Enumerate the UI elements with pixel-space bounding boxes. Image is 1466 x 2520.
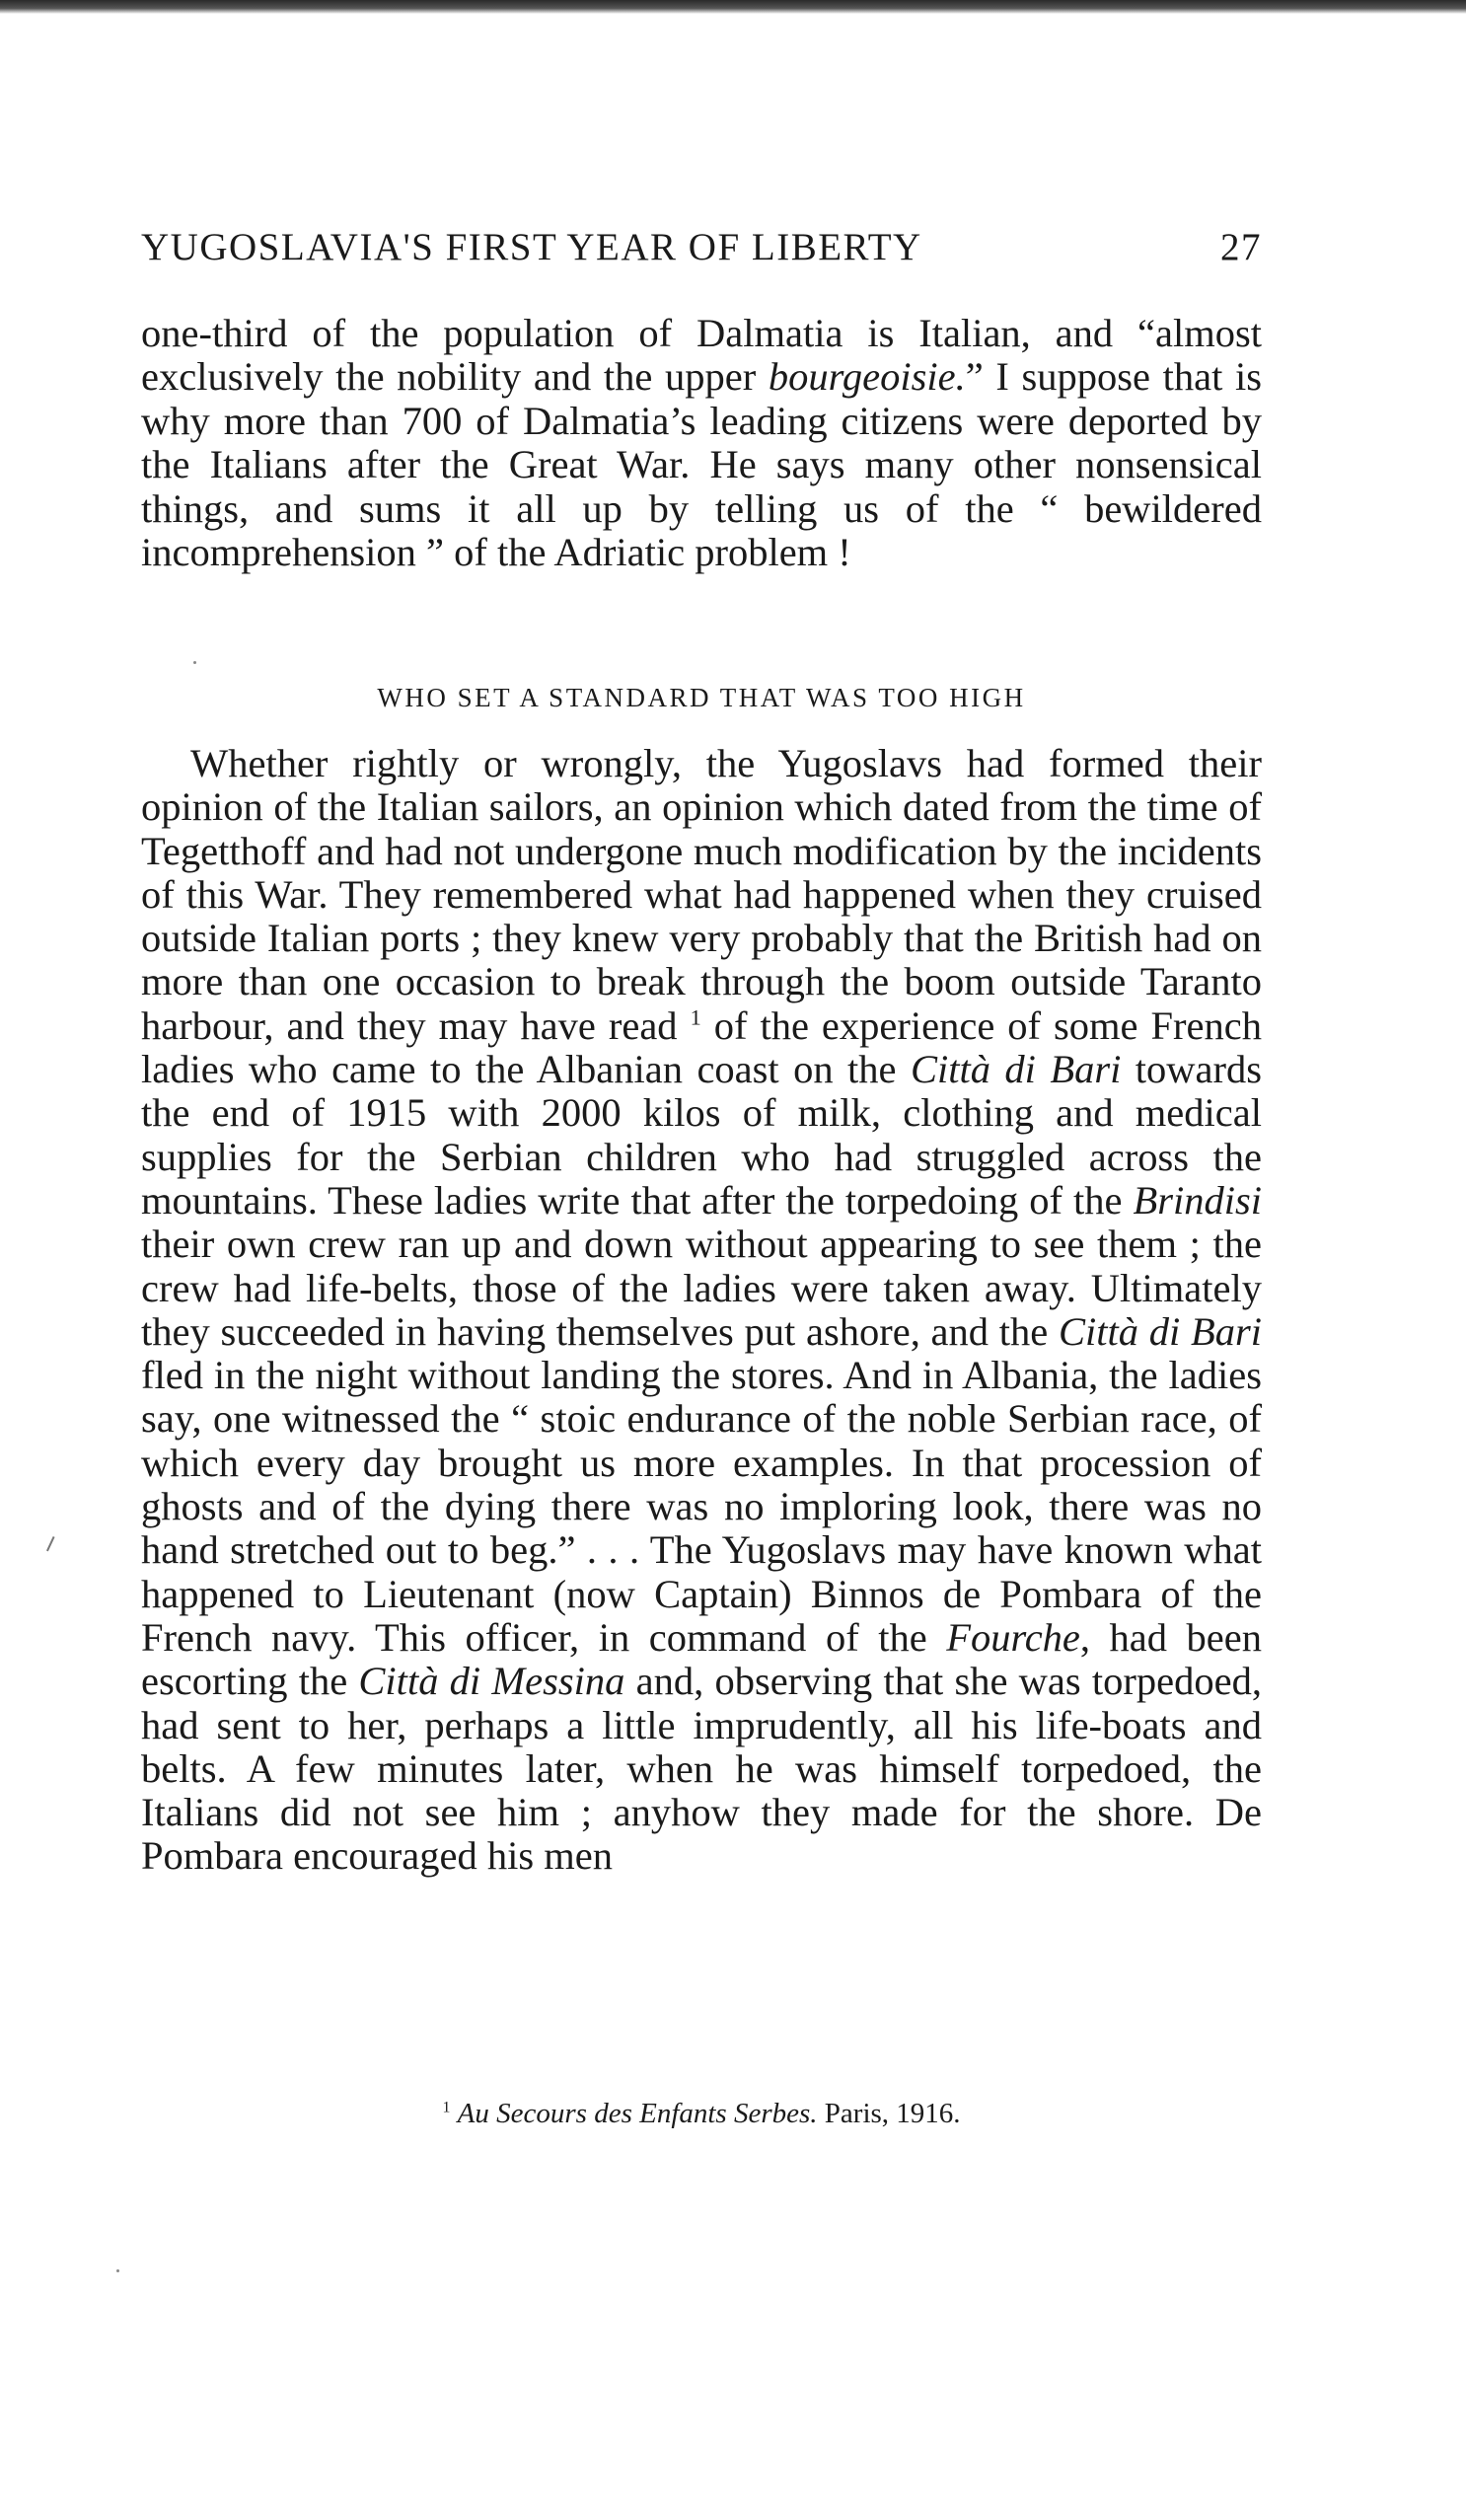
text-run: towards the end of 1915 with 2000 kilos of milk, clothing and medical supplies for the Serbian children who had struggled across the mountains. These ladies write that after the torpedoing of the (141, 1047, 1262, 1223)
text-run: Whether rightly or wrongly, the Yugoslavs had formed their opinion of the Italian sailors, an opinion which dated from the time of Tegetthoff and had not undergone much modification by the incidents of this War. They remembered what had happened when they cruised outside Italian ports ; they knew very probably that the British had on more than one occasion to break through the boom outside Taranto harbour, and they may have read (141, 741, 1262, 1048)
text-run: their own crew ran up and down without appearing to see them ; the crew had life-belts, those of the ladies were taken away. Ultimately they succeeded in having themselves put ashore, and the (141, 1222, 1262, 1354)
italic-run: Città di Messina (358, 1659, 625, 1704)
continuation-paragraph (141, 312, 1262, 574)
italic-run: Città di Bari (910, 1047, 1122, 1092)
italic-run: Fourche (946, 1614, 1080, 1660)
paragraph-1 (141, 312, 1262, 574)
paper-speck (193, 661, 196, 664)
margin-pencil-mark (46, 1536, 60, 1554)
running-head-title: YUGOSLAVIA'S FIRST YEAR OF LIBERTY (141, 226, 922, 268)
section-heading: WHO SET A STANDARD THAT WAS TOO HIGH (377, 683, 1026, 712)
paragraph-2 (141, 742, 1262, 1879)
text-run: and, observing that she was torpedoed, had sent to her, perhaps a little imprudently, all his life-boats and belts. A few minutes later, when he was himself torpedoed, the Italians did not see him ; anyhow they made for the shore. De Pombara encouraged his men (141, 1659, 1262, 1879)
text-run: fled in the night without landing the stores. And in Albania, the ladies say, one witnessed the “ stoic endurance of the noble Serbian race, of which every day brought us more examples. In that procession of ghosts and of the dying there was no imploring look, there was no hand stretched out to beg.” . . . The Yugoslavs may have known what happened to Lieutenant (now Captain) Binnos de Pombara of the French navy. This officer, in command of the (141, 1353, 1262, 1660)
footnote-mark: 1 (442, 2099, 451, 2116)
text-run: one-third of the population of Dalmatia is Italian, and “almost exclusively the nobility and the upper (141, 311, 1262, 400)
italic-run: Brindisi (1133, 1177, 1262, 1223)
text-run: of the experience of some French ladies who came to the Albanian coast on the (141, 1002, 1262, 1092)
footnote-title: Au Secours des Enfants Serbes. (457, 2098, 818, 2129)
footnote-rest: Paris, 1916. (817, 2098, 961, 2129)
text-run: , had been escorting the (141, 1614, 1262, 1704)
italic-run: Città di Bari (1058, 1308, 1262, 1354)
paper-speck (116, 2269, 119, 2272)
main-paragraph (141, 742, 1262, 1879)
italic-run: bourgeoisie. (768, 354, 966, 400)
footnote-reference: 1 (690, 1004, 701, 1030)
page-top-edge (0, 0, 1466, 14)
text-run: ” I suppose that is why more than 700 of Dalmatia’s leading citizens were deported by the Italians after the Great War. He says many other nonsensical things, and sums it all up by telling us of the “ bewildered incomprehension ” of the Adriatic problem ! (141, 354, 1262, 575)
page-number: 27 (1220, 226, 1262, 268)
footnote (141, 2098, 1262, 2130)
running-head (141, 225, 1262, 269)
